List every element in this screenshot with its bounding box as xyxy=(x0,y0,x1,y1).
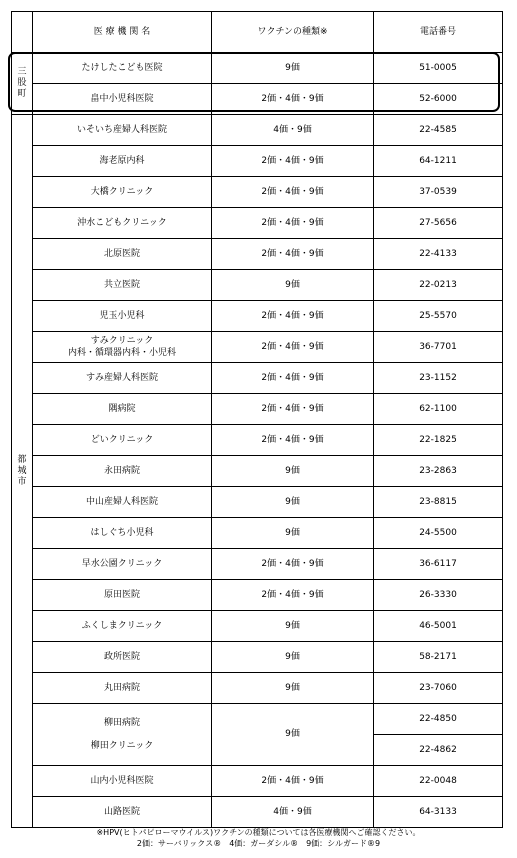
region-label-vertical: 都 城 市 xyxy=(17,454,27,487)
vaccine-type: 2価・4価・9価 xyxy=(212,208,374,239)
region-mimata xyxy=(12,53,33,115)
clinic-name-text: いそいち産婦人科医院 xyxy=(76,125,167,135)
clinic-name xyxy=(33,549,212,580)
vaccine-type: 9価 xyxy=(212,611,374,642)
table-row xyxy=(12,301,503,332)
phone-number: 64-3133 xyxy=(374,797,503,828)
clinic-name-text: 沖水こどもクリニック xyxy=(77,218,167,228)
vaccine-type: 2価・4価・9価 xyxy=(212,146,374,177)
clinic-name xyxy=(33,487,212,518)
phone-number: 36-6117 xyxy=(374,549,503,580)
table-row xyxy=(12,487,503,518)
clinic-name xyxy=(33,673,212,704)
clinic-name xyxy=(33,425,212,456)
table-row xyxy=(12,797,503,828)
phone-number: 22-0048 xyxy=(374,766,503,797)
phone-number: 52-6000 xyxy=(374,84,503,115)
phone-number: 22-4133 xyxy=(374,239,503,270)
table-row xyxy=(12,456,503,487)
clinic-name-text: 丸田病院 xyxy=(103,683,140,693)
phone-number: 23-2863 xyxy=(374,456,503,487)
clinic-name xyxy=(33,301,212,332)
clinic-name xyxy=(33,766,212,797)
table-row xyxy=(12,580,503,611)
phone-number: 26-3330 xyxy=(374,580,503,611)
table-row xyxy=(12,239,503,270)
table-row xyxy=(12,611,503,642)
clinic-name-text: たけしたこども医院 xyxy=(81,63,163,73)
vaccine-type: 9価 xyxy=(212,673,374,704)
clinic-name-text: すみ産婦人科医院 xyxy=(85,373,158,383)
clinic-name xyxy=(33,797,212,828)
phone-number: 22-0213 xyxy=(374,270,503,301)
phone-number: 27-5656 xyxy=(374,208,503,239)
phone-number: 36-7701 xyxy=(374,332,503,363)
phone-number: 24-5500 xyxy=(374,518,503,549)
footnote xyxy=(0,827,517,849)
clinic-name-text: 海老原内科 xyxy=(99,156,145,166)
vaccine-type: 9価 xyxy=(212,456,374,487)
table-row xyxy=(12,332,503,363)
phone-number: 51-0005 xyxy=(374,53,503,84)
vaccine-type: 2価・4価・9価 xyxy=(212,549,374,580)
clinic-name-text: 畠中小児科医院 xyxy=(90,94,154,104)
vaccine-type: 9価 xyxy=(212,704,374,766)
table-header-row xyxy=(12,12,503,53)
vaccine-type: 9価 xyxy=(212,518,374,549)
clinic-name-text: はしぐち小児科 xyxy=(90,528,154,538)
phone-number: 58-2171 xyxy=(374,642,503,673)
clinic-name-text: どいクリニック xyxy=(90,435,154,445)
clinic-name-text: 中山産婦人科医院 xyxy=(85,497,158,507)
clinic-name-text: 山路医院 xyxy=(103,807,140,817)
vaccine-type: 2価・4価・9価 xyxy=(212,177,374,208)
clinic-name xyxy=(33,394,212,425)
footnote-line2: 2価：サーバリックス® 4価：ガーダシル® 9価：シルガード®9 xyxy=(136,839,381,848)
clinic-name xyxy=(33,146,212,177)
vaccine-type: 9価 xyxy=(212,487,374,518)
clinic-name-text: 大橋クリニック xyxy=(90,187,154,197)
phone-number: 22-4850 xyxy=(374,704,503,735)
clinic-name xyxy=(33,84,212,115)
clinic-name xyxy=(33,115,212,146)
table-row xyxy=(12,363,503,394)
clinic-name-text: すみクリニック xyxy=(90,336,154,346)
table-row xyxy=(12,766,503,797)
header-phone: 電話番号 xyxy=(374,12,503,53)
clinic-name xyxy=(33,456,212,487)
phone-number: 46-5001 xyxy=(374,611,503,642)
clinic-name xyxy=(33,239,212,270)
vaccine-type: 2価・4価・9価 xyxy=(212,580,374,611)
clinic-name-text: 山内小児科医院 xyxy=(90,776,154,786)
vaccine-type: 2価・4価・9価 xyxy=(212,425,374,456)
clinic-name-text: 北原医院 xyxy=(103,249,140,259)
vaccine-type: 9価 xyxy=(212,53,374,84)
table-row xyxy=(12,673,503,704)
header-clinic: 医 療 機 関 名 xyxy=(33,12,212,53)
phone-number: 22-1825 xyxy=(374,425,503,456)
region-label-vertical: 三 股 町 xyxy=(17,67,27,99)
vaccine-type: 2価・4価・9価 xyxy=(212,301,374,332)
phone-number: 64-1211 xyxy=(374,146,503,177)
clinic-name xyxy=(33,363,212,394)
clinic-name-text: 柳田病院 xyxy=(103,717,140,728)
clinic-name xyxy=(33,208,212,239)
table-row xyxy=(12,394,503,425)
vaccine-type: 4価・9価 xyxy=(212,115,374,146)
clinic-name-text: 永田病院 xyxy=(103,466,140,476)
phone-number: 22-4862 xyxy=(374,735,503,766)
clinic-name-text: ふくしまクリニック xyxy=(81,621,163,631)
clinic-name-text: 柳田クリニック xyxy=(90,740,154,751)
clinic-name-text: 早水公園クリニック xyxy=(81,559,163,569)
vaccine-type: 9価 xyxy=(212,270,374,301)
table-row xyxy=(12,146,503,177)
table-row xyxy=(12,425,503,456)
vaccine-type: 2価・4価・9価 xyxy=(212,766,374,797)
phone-number: 22-4585 xyxy=(374,115,503,146)
clinic-name-text: 隅病院 xyxy=(108,404,136,414)
vaccine-type: 4価・9価 xyxy=(212,797,374,828)
table-row xyxy=(12,642,503,673)
table-row xyxy=(12,549,503,580)
table-row xyxy=(12,704,503,735)
footnote-line1: ※HPV(ヒトパピローマウイルス)ワクチンの種類については各医療機関へご確認ください。 xyxy=(96,828,421,837)
vaccine-type: 2価・4価・9価 xyxy=(212,239,374,270)
vaccine-type: 2価・4価・9価 xyxy=(212,332,374,363)
clinic-name xyxy=(33,580,212,611)
table-row xyxy=(12,53,503,84)
clinic-name-text: 共立医院 xyxy=(103,280,140,290)
vaccine-type: 2価・4価・9価 xyxy=(212,363,374,394)
phone-number: 62-1100 xyxy=(374,394,503,425)
clinic-name xyxy=(33,53,212,84)
phone-number: 23-8815 xyxy=(374,487,503,518)
clinic-table xyxy=(11,11,503,828)
table-row xyxy=(12,84,503,115)
phone-number: 37-0539 xyxy=(374,177,503,208)
clinic-name-text: 政所医院 xyxy=(103,652,140,662)
phone-number: 23-7060 xyxy=(374,673,503,704)
header-vaccine: ワクチンの種類※ xyxy=(212,12,374,53)
vaccine-type: 2価・4価・9価 xyxy=(212,84,374,115)
clinic-name xyxy=(33,518,212,549)
table-row xyxy=(12,208,503,239)
clinic-name-subtext: 内科・循環器内科・小児科 xyxy=(67,348,176,358)
clinic-name xyxy=(33,177,212,208)
phone-number: 25-5570 xyxy=(374,301,503,332)
table-row xyxy=(12,177,503,208)
table-row xyxy=(12,115,503,146)
table-row xyxy=(12,518,503,549)
clinic-name-text: 児玉小児科 xyxy=(99,311,145,321)
phone-number: 23-1152 xyxy=(374,363,503,394)
vaccine-type: 9価 xyxy=(212,642,374,673)
vaccine-type: 2価・4価・9価 xyxy=(212,394,374,425)
region-miyakonojo xyxy=(12,115,33,828)
clinic-name xyxy=(33,611,212,642)
header-blank xyxy=(12,12,33,53)
table-row xyxy=(12,270,503,301)
clinic-name xyxy=(33,270,212,301)
clinic-name xyxy=(33,332,212,363)
clinic-name-text: 原田医院 xyxy=(103,590,140,600)
clinic-name xyxy=(33,642,212,673)
clinic-name xyxy=(33,704,212,766)
